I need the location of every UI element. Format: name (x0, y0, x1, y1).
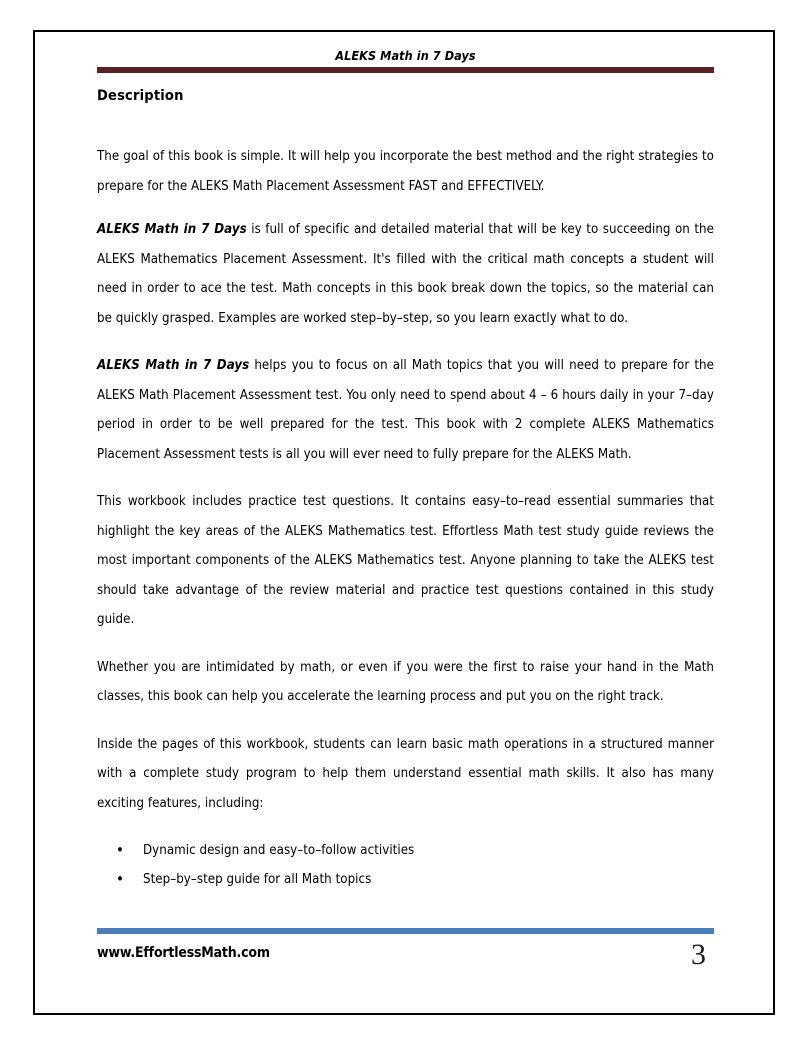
list-item (97, 865, 714, 894)
document-body (97, 88, 714, 894)
running-header (97, 48, 714, 73)
list-item-label: Step–by–step guide for all Math topics (143, 872, 372, 887)
running-header-title: ALEKS Math in 7 Days (335, 48, 476, 63)
page-sheet (33, 30, 775, 1015)
page-number: 3 (691, 938, 706, 971)
footer-website-label: www.EffortlessMath.com (97, 945, 270, 961)
book-title-emphasis: ALEKS Math in 7 Days (97, 358, 250, 373)
footer-divider-rule (97, 928, 714, 934)
paragraph-focus-topics-text: helps you to focus on all Math topics that you will need to prepare for the ALEKS Math Placement Assessment test. You only need to spend about 4 – 6 hours daily in your 7–day period in order to be well prepared for the test. This book with 2 complete ALEKS Mathematics Placement Assessment tests is all you will ever need to fully prepare for the ALEKS Math. (97, 358, 714, 462)
paragraph-practice-questions: This workbook includes practice test questions. It contains easy–to–read essential summaries that highlight the key areas of the ALEKS Mathematics test. Effortless Math test study guide reviews the most important components of the ALEKS Mathematics test. Anyone planning to take the ALEKS test should take advantage of the review material and practice test questions contained in this study guide. (97, 494, 714, 627)
paragraph-detailed-material (97, 215, 714, 333)
paragraph-goal-of-book: The goal of this book is simple. It will help you incorporate the best method and the right strategies to prepare for the ALEKS Math Placement Assessment FAST and EFFECTIVELY. (97, 149, 714, 194)
page-footer (97, 928, 714, 987)
list-item-label: Dynamic design and easy–to–follow activities (143, 843, 415, 858)
bullet-point-icon: • (116, 870, 125, 888)
paragraph-inside-the-pages: Inside the pages of this workbook, students can learn basic math operations in a structured manner with a complete study program to help them understand essential math skills. It also has many exciting features, including: (97, 736, 714, 811)
footer-row (97, 938, 714, 987)
book-title-emphasis: ALEKS Math in 7 Days (97, 222, 247, 237)
paragraph-detailed-material-text: is full of specific and detailed material that will be key to succeeding on the ALEKS Mathematics Placement Assessment. It's filled with the critical math concepts a student will need in order to ace the test. Math concepts in this book break down the topics, so the material can be quickly grasped. Examples are worked step–by–step, so you learn exactly what to do. (97, 222, 714, 326)
section-heading-description: Description (97, 88, 184, 104)
bullet-point-icon: • (116, 841, 125, 859)
feature-list (97, 836, 714, 894)
header-divider-rule (97, 67, 714, 73)
paragraph-focus-topics (97, 351, 714, 469)
list-item (97, 836, 714, 865)
paragraph-intimidated-by-math: Whether you are intimidated by math, or even if you were the first to raise your hand in the Math classes, this book can help you accelerate the learning process and put you on the right track. (97, 659, 714, 704)
